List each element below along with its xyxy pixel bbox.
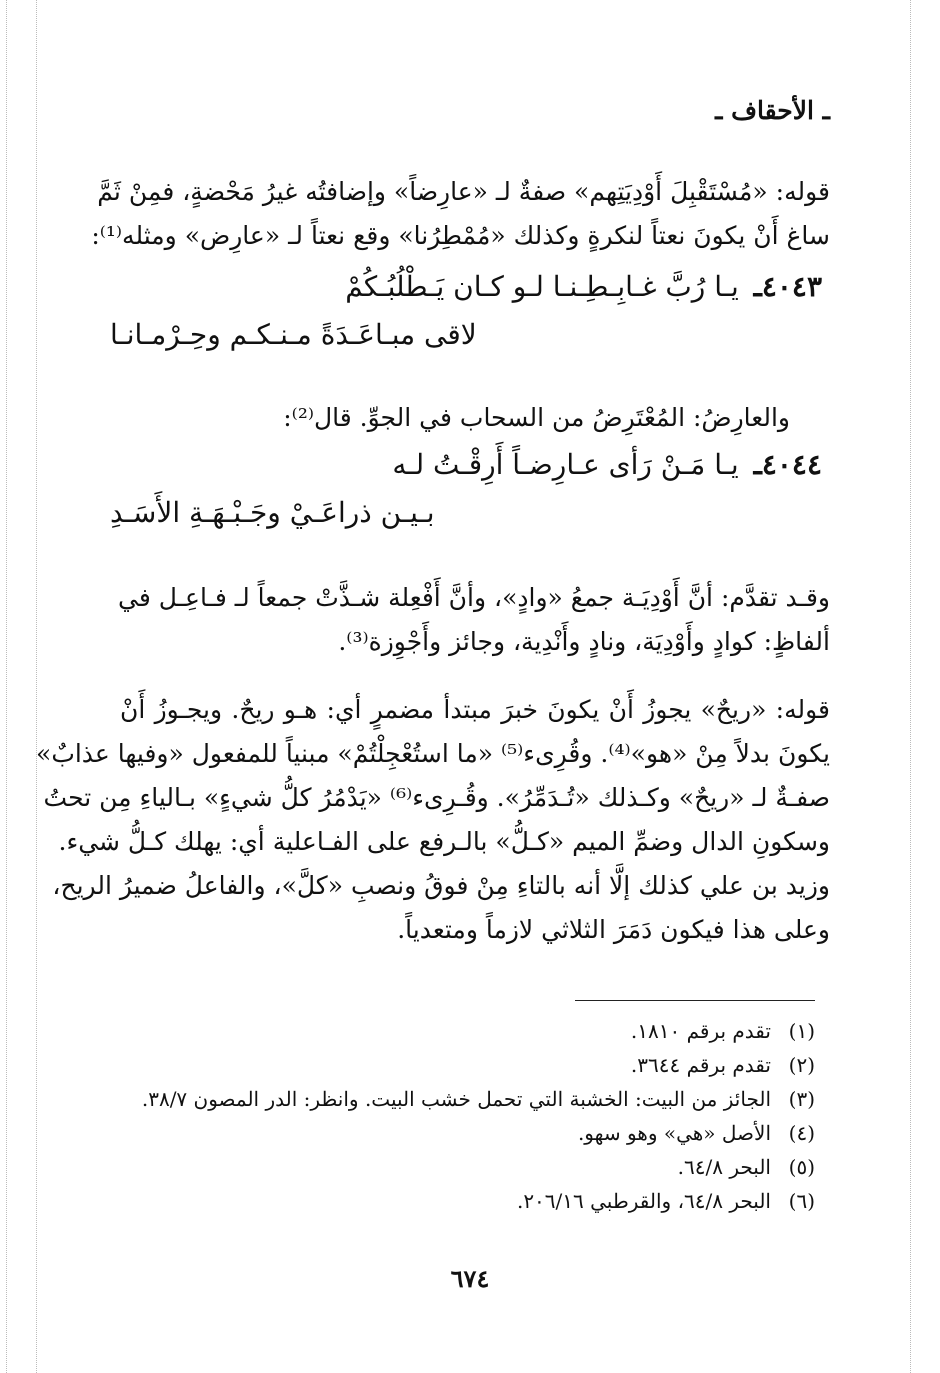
footnote-text: البحر ٦٤/٨، والقرطبي ٢٠٦/١٦.: [516, 1189, 771, 1213]
verse-text: يـا مَـنْ رَأى عـارِضـاً أَرِقْـتُ لـه: [392, 448, 739, 481]
paragraph-4: [36, 688, 830, 952]
paragraph-3: [120, 576, 830, 664]
footnote-text: تقدم برقم ٣٦٤٤.: [630, 1053, 771, 1077]
text-line: يكونَ بدلاً مِنْ «هو»⁽⁴⁾. وقُرِىء⁽⁵⁾ «ما استُعْجِلْتُمْ» مبنياً للمفعول «وفيها عذابٌ»: [36, 739, 830, 768]
paragraph-1: [91, 170, 830, 258]
text-line: وزيد بن علي كذلك إلَّا أنه بالتاءِ مِنْ فوقُ ونصبِ «كلَّ»، والفاعلُ ضميرُ الريح،: [52, 871, 830, 900]
footnote-text: الجائز من البيت: الخشبة التي تحمل خشب البيت. وانظر: الدر المصون ٣٨/٧.: [141, 1087, 771, 1111]
text-line: ساغ أَنْ يكونَ نعتاً لنكرةٍ وكذلك «مُمْطِرُنا» وقع نعتاً لـ «عارِض» ومثله⁽¹⁾:: [91, 221, 830, 250]
footnote-number: (٤): [788, 1121, 815, 1145]
text-line: قوله: «ريحٌ» يجوزُ أَنْ يكونَ خبرَ مبتدأ مضمرٍ أي: هـو ريحٌ. ويجـوزُ أَنْ: [120, 695, 830, 724]
footnote-number: (٣): [788, 1087, 815, 1111]
text-line: قوله: «مُسْتَقْبِلَ أَوْدِيَتِهم» صفةٌ لـ «عارِضاً» وإضافتُه غيرُ مَحْضةٍ، فمِنْ ثَمَّ: [97, 177, 830, 206]
running-head: ـ الأحقاف ـ: [715, 96, 830, 125]
paragraph-2: [120, 396, 830, 440]
scan-margin-left: [6, 0, 7, 1373]
footnote-text: البحر ٦٤/٨.: [677, 1155, 771, 1179]
page-number: ٦٧٤: [450, 1264, 490, 1293]
text-line: والعارِضُ: المُعْتَرِضُ من السحاب في الجوِّ. قال⁽²⁾:: [283, 403, 790, 432]
text-line: وقـد تقدَّم: أنَّ أَوْدِيَـة جمعُ «وادٍ»، وأنَّ أَفْعِلة شـذَّتْ جمعاً لـ فـاعِـل في: [118, 583, 830, 612]
verse-4044-second-hemistich: بـيـن ذراعَـيْ وجَـبْـهَـةِ الأَسَـدِ: [110, 496, 435, 529]
footnote-number: (٦): [788, 1189, 815, 1213]
footnote-text: الأصل «هي» وهو سهو.: [577, 1121, 771, 1145]
footnote-3: [105, 1082, 815, 1116]
footnote-text: تقدم برقم ١٨١٠.: [630, 1019, 771, 1043]
verse-4043-second-hemistich: لاقى مبـاعَـدَةً مـنـكـم وحِـرْمـانـا: [110, 318, 477, 351]
footnotes: [105, 1014, 815, 1218]
text-line: ألفاظٍ: كوادٍ وأَوْدِيَة، ونادٍ وأَنْدِية، وجائز وأَجْوِزة⁽³⁾.: [338, 627, 830, 656]
footnote-2: [105, 1048, 815, 1082]
text-line: وسكونِ الدال وضمِّ الميم «كـلُّ» بالـرفع على الفـاعلية أي: يهلك كـلُّ شيء.: [58, 827, 830, 856]
text-line: وعلى هذا فيكون دَمَرَ الثلاثي لازماً ومتعدياً.: [397, 915, 830, 944]
verse-number: ٤٠٤٣ـ: [753, 270, 822, 303]
footnote-5: [105, 1150, 815, 1184]
scan-margin-left-inner: [36, 0, 37, 1373]
footnote-4: [105, 1116, 815, 1150]
footnote-separator: [575, 1000, 815, 1001]
footnote-number: (١): [788, 1019, 815, 1043]
verse-4043-first-hemistich: [345, 270, 822, 303]
footnote-number: (٢): [788, 1053, 815, 1077]
text-line: صفـةٌ لـ «ريحٌ» وكـذلك «تُـدَمِّرُ». وقُـرِىء⁽⁶⁾ «يَدْمُرُ كلُّ شيءٍ» بـالياءِ مِن تحتُ: [43, 783, 830, 812]
verse-4044-first-hemistich: [392, 448, 822, 481]
footnote-1: [105, 1014, 815, 1048]
footnote-number: (٥): [788, 1155, 815, 1179]
verse-text: يـا رُبَّ غـابِـطِـنـا لـو كـان يَـطْلُبُـكُمْ: [345, 270, 739, 303]
footnote-6: [105, 1184, 815, 1218]
scan-margin-right: [910, 0, 911, 1373]
verse-number: ٤٠٤٤ـ: [753, 448, 822, 481]
